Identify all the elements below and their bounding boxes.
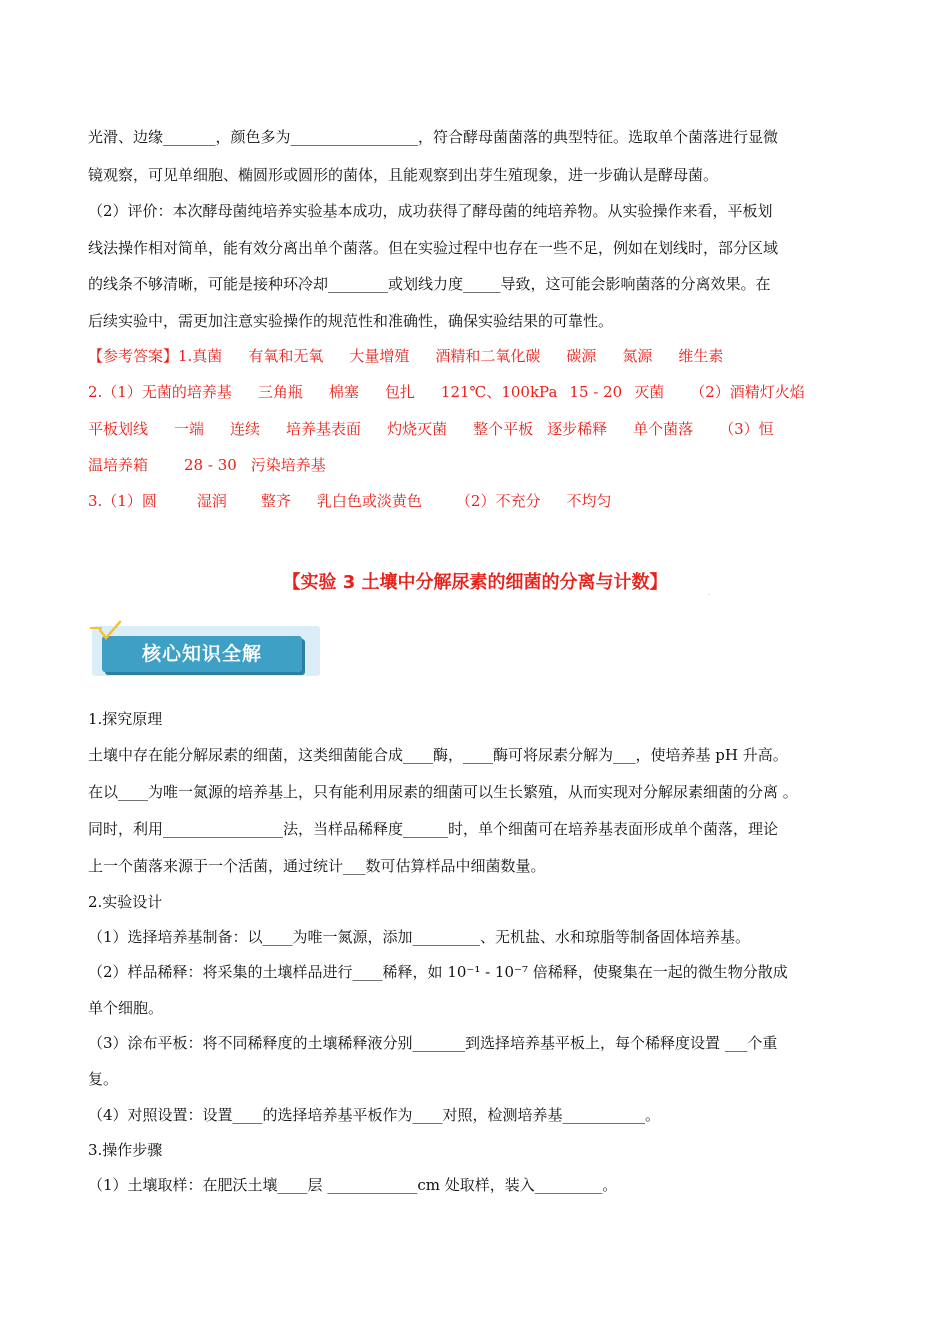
paragraph-line: 的线条不够清晰，可能是接种环冷却________或划线力度_____导致，这可能会影响菌落的分离效果。在 xyxy=(88,275,771,293)
answer-item: 灼烧灭菌 xyxy=(387,420,448,438)
answer-item: 氮源 xyxy=(622,347,653,365)
answer-item: 包扎 xyxy=(384,383,415,401)
answer-item: 灭菌 xyxy=(634,383,665,401)
answer-item: 2.（1）无菌的培养基 xyxy=(88,383,232,401)
answer-item: 整个平板 xyxy=(473,420,534,438)
answer-item: 维生素 xyxy=(678,347,724,365)
paragraph-line: （4）对照设置：设置____的选择培养基平板作为____对照，检测培养基___________。 xyxy=(88,1106,661,1124)
answer-item: 单个菌落 xyxy=(633,420,694,438)
check-icon xyxy=(88,620,128,642)
answer-item: 温培养箱 xyxy=(88,456,149,474)
paragraph-line: 光滑、边缘_______，颜色多为_________________，符合酵母菌菌落的典型特征。选取单个菌落进行显微 xyxy=(88,128,779,146)
section-title: 【实验 3 土壤中分解尿素的细菌的分离与计数】 xyxy=(282,572,668,593)
answer-item: 乳白色或淡黄色 xyxy=(316,492,422,510)
paragraph-line: （1）土壤取样：在肥沃土壤____层 ____________cm 处取样，装入_________。 xyxy=(88,1176,618,1194)
answer-item: 碳源 xyxy=(566,347,597,365)
answer-item: 培养基表面 xyxy=(286,420,362,438)
dot-mark: . xyxy=(708,588,711,597)
answer-row xyxy=(88,380,805,404)
answer-item: 121℃、100kPa xyxy=(440,383,558,401)
paragraph-line: （2）样品稀释：将采集的土壤样品进行____稀释，如 10⁻¹ - 10⁻⁷ 倍稀释，使聚集在一起的微生物分散成 xyxy=(88,963,788,981)
answer-item: 连续 xyxy=(230,420,261,438)
paragraph-line: 土壤中存在能分解尿素的细菌，这类细菌能合成____酶，____酶可将尿素分解为___，使培养基 pH 升高。 xyxy=(88,746,788,764)
answer-item: 3.（1）圆 xyxy=(88,492,157,510)
paragraph-line: （1）选择培养基制备：以____为唯一氮源，添加_________、无机盐、水和琼脂等制备固体培养基。 xyxy=(88,928,751,946)
answer-item: 三角瓶 xyxy=(257,383,303,401)
answer-item: 有氧和无氧 xyxy=(248,347,324,365)
answer-item: 污染培养基 xyxy=(250,456,326,474)
paragraph-line: 线法操作相对简单，能有效分离出单个菌落。但在实验过程中也存在一些不足，例如在划线时，部分区域 xyxy=(88,239,779,257)
answer-item: 平板划线 xyxy=(88,420,149,438)
answer-item: 逐步稀释 xyxy=(547,420,608,438)
banner-label: 核心知识全解 xyxy=(141,643,262,665)
answer-item: 【参考答案】1.真菌 xyxy=(88,347,223,365)
answer-item: 棉塞 xyxy=(328,383,359,401)
paragraph-line: 上一个菌落来源于一个活菌，通过统计___数可估算样品中细菌数量。 xyxy=(88,857,546,875)
answer-item: （2）不充分 xyxy=(455,492,541,510)
answer-item: 整齐 xyxy=(260,492,291,510)
heading: 3.操作步骤 xyxy=(88,1141,163,1159)
answer-item: （3）恒 xyxy=(719,420,774,438)
paragraph-line: 复。 xyxy=(88,1070,119,1088)
answer-row xyxy=(88,417,774,441)
heading: 2.实验设计 xyxy=(88,893,163,911)
answer-row xyxy=(88,344,749,368)
paragraph-line: 单个细胞。 xyxy=(88,999,164,1017)
paragraph-line: 在以____为唯一氮源的培养基上，只有能利用尿素的细菌可以生长繁殖，从而实现对分解尿素细菌的分离 。 xyxy=(88,783,798,801)
paragraph-line: （3）涂布平板：将不同稀释度的土壤稀释液分别_______到选择培养基平板上，每个稀释度设置 ___个重 xyxy=(88,1034,778,1052)
paragraph-line: （2）评价：本次酵母菌纯培养实验基本成功，成功获得了酵母菌的纯培养物。从实验操作来看，平板划 xyxy=(88,202,773,220)
answer-item: （2）酒精灯火焰 xyxy=(690,383,805,401)
answer-item: 酒精和二氧化碳 xyxy=(435,347,541,365)
heading: 1.探究原理 xyxy=(88,710,163,728)
answer-item: 不均匀 xyxy=(566,492,612,510)
section-banner xyxy=(88,620,320,678)
answer-row xyxy=(88,489,637,513)
answer-row xyxy=(88,453,352,477)
paragraph-line: 同时，利用________________法，当样品稀释度______时，单个细菌可在培养基表面形成单个菌落，理论 xyxy=(88,820,779,838)
answer-item: 28 - 30 xyxy=(184,456,237,474)
answer-item: 大量增殖 xyxy=(349,347,410,365)
answer-item: 一端 xyxy=(174,420,205,438)
paragraph-line: 后续实验中，需更加注意实验操作的规范性和准确性，确保实验结果的可靠性。 xyxy=(88,312,614,330)
paragraph-line: 镜观察，可见单细胞、椭圆形或圆形的菌体，且能观察到出芽生殖现象，进一步确认是酵母菌。 xyxy=(88,166,719,184)
answer-item: 湿润 xyxy=(196,492,227,510)
answer-item: 15 - 20 xyxy=(569,383,623,401)
